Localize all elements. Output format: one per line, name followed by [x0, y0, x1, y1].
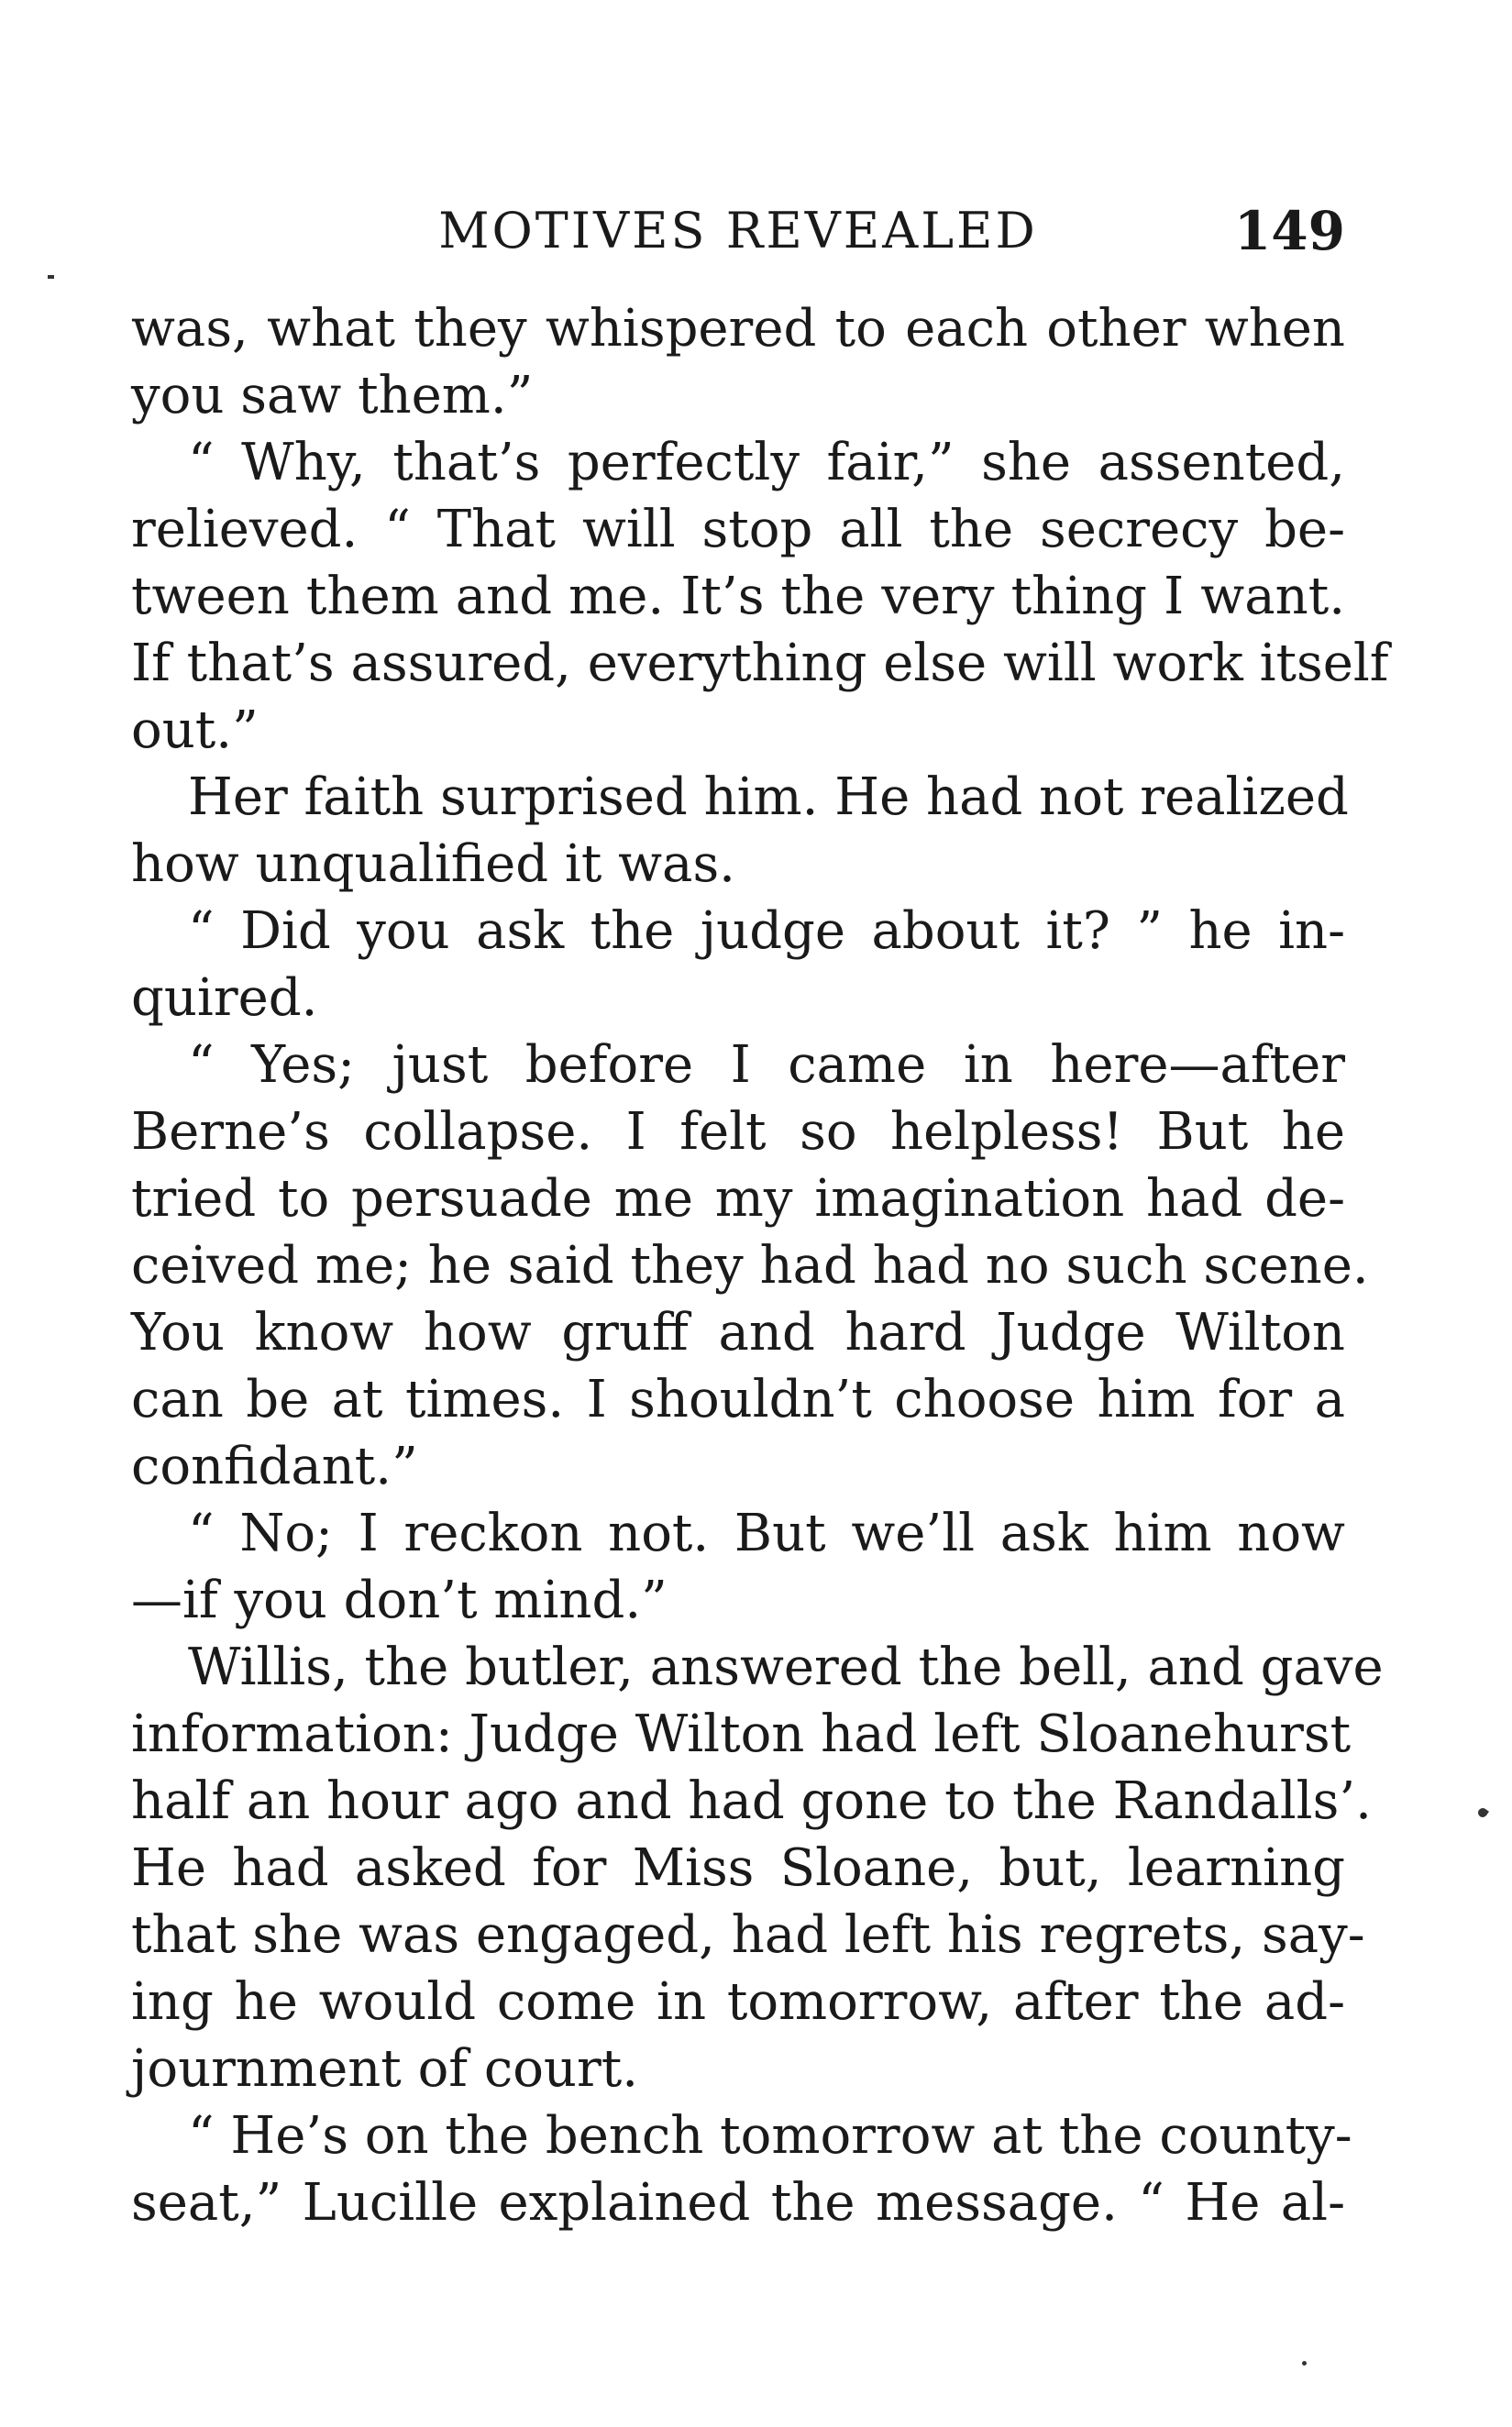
text-line: “ No; I reckon not. But we’ll ask him now [188, 1504, 1345, 1563]
page-number: 149 [1233, 200, 1345, 262]
text-line: Willis, the butler, answered the bell, and gave [188, 1638, 1384, 1697]
text-line: that she was engaged, had left his regrets, say- [131, 1905, 1365, 1965]
text-line: Berne’s collapse. I felt so helpless! But he [131, 1102, 1345, 1162]
text-line: Her faith surprised him. He had not realized [188, 767, 1349, 827]
text-line: —if you don’t mind.” [131, 1571, 668, 1630]
text-line: confidant.” [131, 1437, 418, 1496]
text-line: ing he would come in tomorrow, after the ad- [131, 1972, 1345, 2032]
running-head [131, 194, 1345, 268]
body-text [131, 295, 1389, 2312]
text-line: out.” [131, 701, 259, 760]
text-line: “ He’s on the bench tomorrow at the county- [188, 2106, 1352, 2166]
print-speck [1302, 2361, 1307, 2366]
text-line: ceived me; he said they had had no such scene. [131, 1236, 1369, 1296]
chapter-title: MOTIVES REVEALED [438, 202, 1038, 259]
text-line: “ Yes; just before I came in here—after [188, 1035, 1345, 1095]
text-line: tween them and me. It’s the very thing I want. [131, 567, 1345, 626]
text-line: He had asked for Miss Sloane, but, learning [131, 1838, 1345, 1898]
print-speck [1476, 1806, 1489, 1819]
text-line: tried to persuade me my imagination had de- [131, 1169, 1345, 1229]
text-line: “ Did you ask the judge about it? ” he in- [188, 901, 1345, 961]
text-line: “ Why, that’s perfectly fair,” she assented, [188, 433, 1345, 492]
text-line: was, what they whispered to each other when [131, 299, 1345, 359]
text-line: You know how gruff and hard Judge Wilton [131, 1303, 1345, 1362]
text-line: can be at times. I shouldn’t choose him for a [131, 1370, 1345, 1429]
text-line: quired. [131, 968, 318, 1028]
text-line: journment of court. [131, 2039, 639, 2099]
text-line: seat,” Lucille explained the message. “ He al- [131, 2173, 1345, 2233]
print-speck [48, 275, 54, 279]
text-line: you saw them.” [131, 366, 534, 425]
text-line: information: Judge Wilton had left Sloanehurst [131, 1704, 1352, 1764]
text-line: half an hour ago and had gone to the Randalls’. [131, 1771, 1372, 1831]
text-line: relieved. “ That will stop all the secrecy be- [131, 500, 1345, 559]
text-line: If that’s assured, everything else will work itself [131, 634, 1389, 693]
text-line: how unqualified it was. [131, 834, 735, 894]
